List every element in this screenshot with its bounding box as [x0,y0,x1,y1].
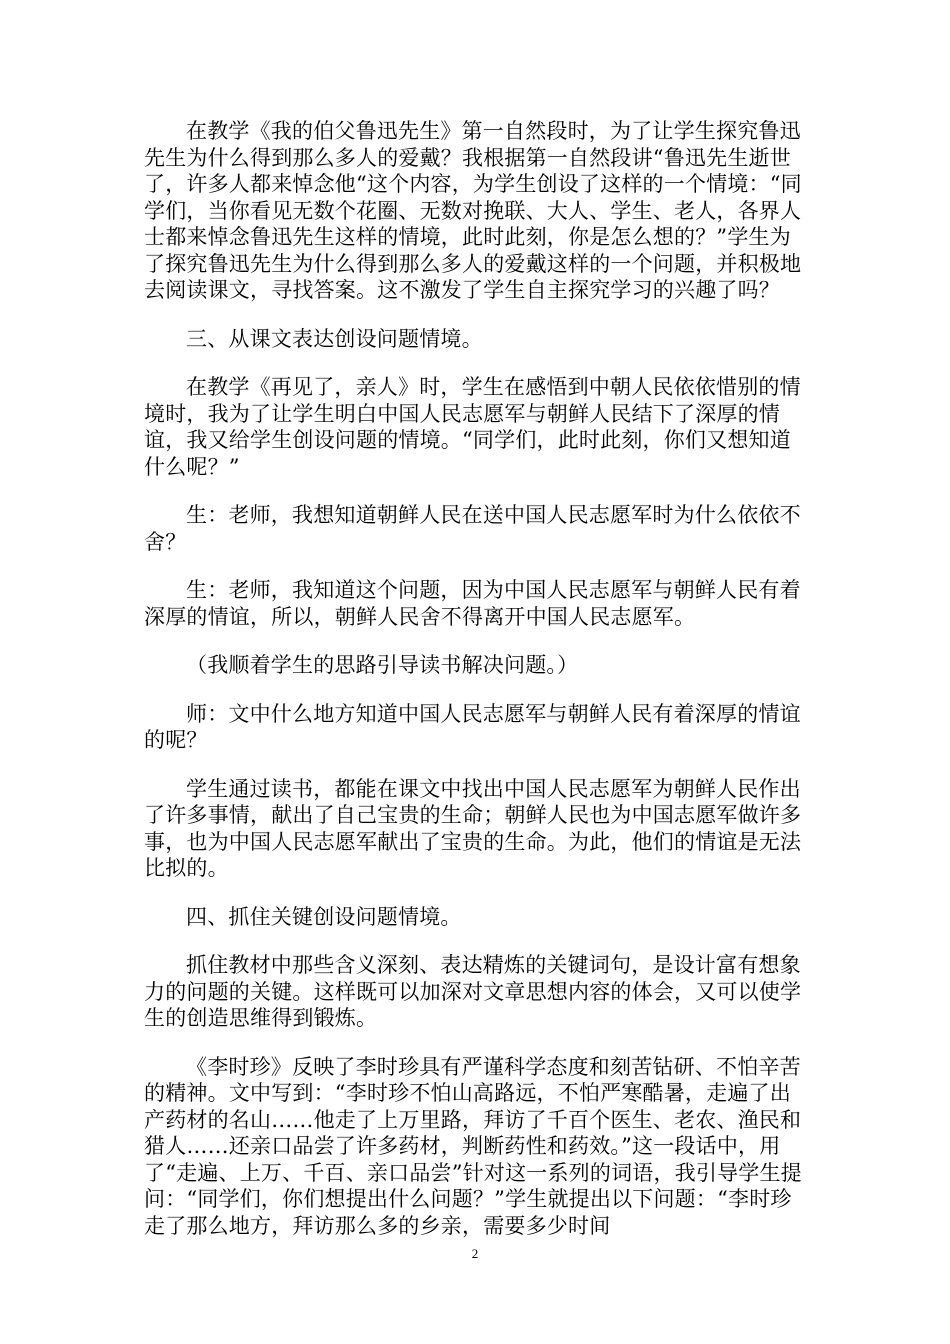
paragraph-teacher-note: （我顺着学生的思路引导读书解决问题。） [186,653,579,677]
paragraph-lu-xun-lesson: 在教学《我的伯父鲁迅先生》第一自然段时，为了让学生探究鲁迅先生为什么得到那么多人的爱戴？我根据第一自然段讲“鲁迅先生逝世了，许多人都来悼念他“这个内容，为学生创设了这样的一个情境：“同学们，当你看见无数个花圈、无数对挽联、大人、学生、老人，各界人士都来悼念鲁迅先生这样的情境，此时此刻，你是怎么想的？”学生为了探究鲁迅先生为什么得到那么多人的爱戴这样的一个问题，并积极地去阅读课文，寻找答案。这不激发了学生自主探究学习的兴趣了吗？ [144,119,802,302]
section-heading-4: 四、抓住关键创设问题情境。 [186,904,462,929]
paragraph-student-question: 生：老师，我想知道朝鲜人民在送中国人民志愿军时为什么依依不舍？ [144,503,801,554]
paragraph-teacher-question: 师：文中什么地方知道中国人民志愿军与朝鲜人民有着深厚的情谊的呢？ [144,701,801,752]
section-heading-3: 三、从课文表达创设问题情境。 [186,326,483,351]
paragraph-student-reading: 学生通过读书，都能在课文中找出中国人民志愿军为朝鲜人民作出了许多事情，献出了自己宝贵的生命；朝鲜人民也为中国志愿军做许多事，也为中国人民志愿军献出了宝贵的生命。为此，他们的情谊是无法比拟的。 [144,776,802,880]
paragraph-li-shizhen: 《李时珍》反映了李时珍具有严谨科学态度和刻苦钻研、不怕辛苦的精神。文中写到：“李时珍不怕山高路远，不怕严寒酷暑，走遍了出产药材的名山……他走了上万里路，拜访了千百个医生、老农、渔民和猎人……还亲口品尝了许多药材，判断药性和药效。”这一段话中，用了“走遍、上万、千百、亲口品尝”针对这一系列的词语，我引导学生提问：“同学们，你们想提出什么问题？”学生就提出以下问题：“李时珍走了那么地方，拜访那么多的乡亲，需要多少时间 [144,1054,802,1238]
document-body [144,118,810,1261]
page-number: 2 [471,1246,479,1261]
paragraph-farewell-lesson: 在教学《再见了，亲人》时，学生在感悟到中朝人民依依惜别的情境时，我为了让学生明白中国人民志愿军与朝鲜人民结下了深厚的情谊，我又给学生创设问题的情境。“同学们，此时此刻，你们又想知道什么呢？” [144,375,801,479]
paragraph-key-words: 抓住教材中那些含义深刻、表达精炼的关键词句，是设计富有想象力的问题的关键。这样既可以加深对文章思想内容的体会，又可以使学生的创造思维得到锻炼。 [144,953,802,1030]
paragraph-student-answer: 生：老师，我知道这个问题，因为中国人民志愿军与朝鲜人民有着深厚的情谊，所以，朝鲜人民舍不得离开中国人民志愿军。 [144,578,801,629]
